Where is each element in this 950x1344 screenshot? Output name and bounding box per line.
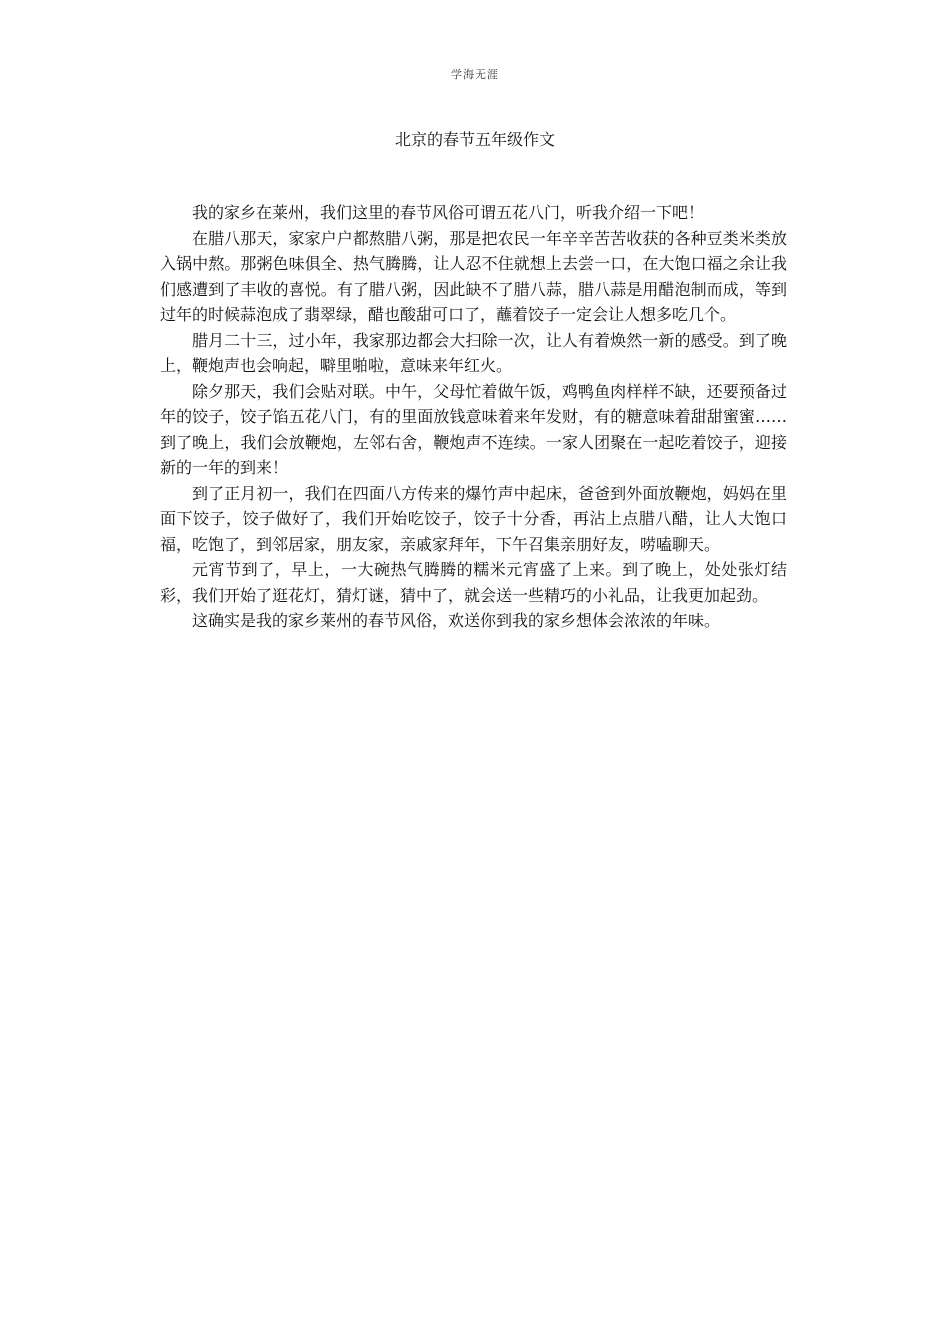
document-title: 北京的春节五年级作文 <box>394 130 555 149</box>
document-body <box>160 200 787 634</box>
paragraph: 除夕那天，我们会贴对联。中午，父母忙着做午饭，鸡鸭鱼肉样样不缺，还要预备过年的饺子，饺子馅五花八门，有的里面放钱意味着来年发财，有的糖意味着甜甜蜜蜜……到了晚上，我们会放鞭炮，左邻右舍，鞭炮声不连续。一家人团聚在一起吃着饺子，迎接新的一年的到来！ <box>160 381 787 477</box>
page-header: 学海无涯 <box>451 68 499 81</box>
paragraph: 这确实是我的家乡莱州的春节风俗，欢送你到我的家乡想体会浓浓的年味。 <box>192 611 721 630</box>
paragraph: 元宵节到了，早上，一大碗热气腾腾的糯米元宵盛了上来。到了晚上，处处张灯结彩，我们开始了逛花灯，猜灯谜，猜中了，就会送一些精巧的小礼品，让我更加起劲。 <box>160 560 787 605</box>
paragraph: 到了正月初一，我们在四面八方传来的爆竹声中起床，爸爸到外面放鞭炮，妈妈在里面下饺子，饺子做好了，我们开始吃饺子，饺子十分香，再沾上点腊八醋，让人大饱口福，吃饱了，到邻居家，朋友家，亲戚家拜年，下午召集亲朋好友，唠嗑聊天。 <box>160 483 787 554</box>
paragraph: 我的家乡在莱州，我们这里的春节风俗可谓五花八门，听我介绍一下吧！ <box>192 203 705 222</box>
paragraph: 腊月二十三，过小年，我家那边都会大扫除一次，让人有着焕然一新的感受。到了晚上，鞭炮声也会响起，噼里啪啦，意味来年红火。 <box>160 330 787 375</box>
paragraph: 在腊八那天，家家户户都熬腊八粥，那是把农民一年辛辛苦苦收获的各种豆类米类放入锅中熬。那粥色味俱全、热气腾腾，让人忍不住就想上去尝一口，在大饱口福之余让我们感遭到了丰收的喜悦。有了腊八粥，因此缺不了腊八蒜，腊八蒜是用醋泡制而成，等到过年的时候蒜泡成了翡翠绿，醋也酸甜可口了，蘸着饺子一定会让人想多吃几个。 <box>160 228 787 324</box>
